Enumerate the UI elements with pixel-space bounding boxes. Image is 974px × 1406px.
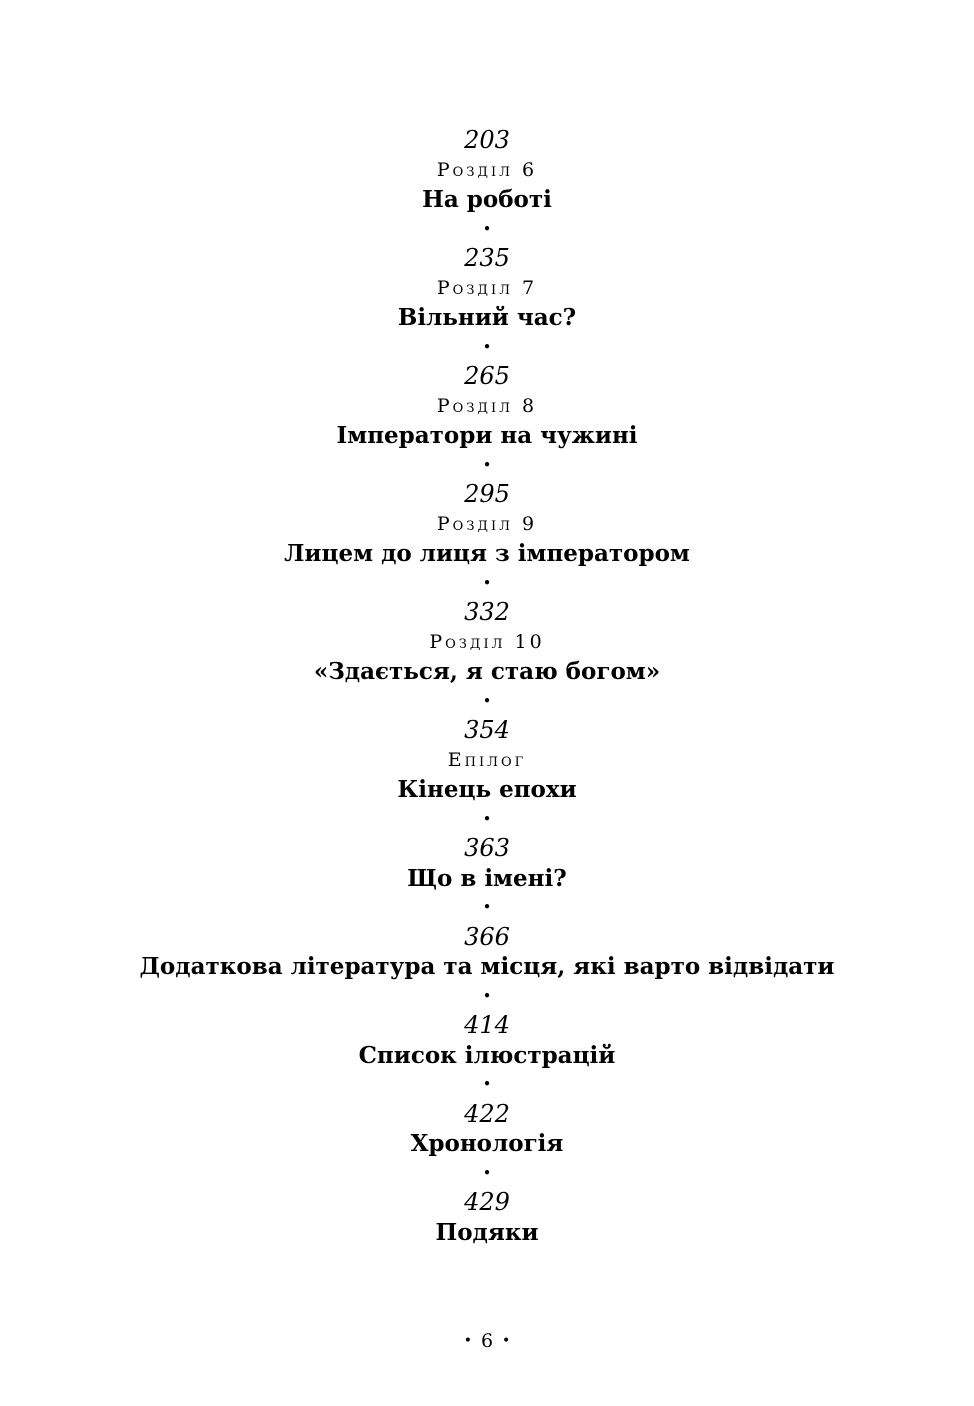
toc-entry bbox=[0, 126, 974, 244]
page-footer bbox=[0, 1330, 974, 1352]
toc-entry bbox=[0, 834, 974, 923]
footer-page-number: 6 bbox=[480, 1330, 494, 1352]
toc-entry-title: Додаткова література та місця, які варто відвідати bbox=[139, 953, 835, 980]
separator-bullet: • bbox=[482, 573, 492, 592]
toc-entry-page-number: 366 bbox=[464, 922, 510, 951]
toc-entry-chapter-label: Епілог bbox=[447, 748, 527, 771]
footer-bullet-right: • bbox=[502, 1333, 511, 1349]
separator-bullet: • bbox=[482, 219, 492, 238]
toc-entry bbox=[0, 480, 974, 598]
toc-entry-page-number: 332 bbox=[464, 598, 510, 626]
toc-entry-title: Імператори на чужині bbox=[336, 422, 638, 449]
toc-entry-chapter-label: Розділ 6 bbox=[436, 158, 538, 181]
toc-entry-page-number: 203 bbox=[464, 126, 510, 154]
toc-entry bbox=[0, 362, 974, 480]
toc-entry-chapter-label: Розділ 9 bbox=[436, 512, 538, 535]
toc-entry bbox=[0, 1011, 974, 1100]
toc-entry-page-number: 429 bbox=[464, 1188, 510, 1216]
toc-entry-page-number: 235 bbox=[464, 244, 510, 272]
separator-bullet: • bbox=[482, 691, 492, 710]
toc-entry-title: Хронологія bbox=[410, 1130, 564, 1157]
toc-entry-chapter-label: Розділ 10 bbox=[429, 630, 545, 653]
toc-entry-page-number: 265 bbox=[464, 362, 510, 390]
separator-bullet: • bbox=[482, 1075, 492, 1093]
separator-bullet: • bbox=[482, 455, 492, 474]
toc-entry-chapter-label: Розділ 8 bbox=[436, 394, 538, 417]
table-of-contents bbox=[0, 126, 974, 1247]
toc-entry-title: На роботі bbox=[422, 186, 552, 213]
toc-entry-page-number: 354 bbox=[464, 716, 510, 744]
toc-entry-page-number: 422 bbox=[464, 1099, 510, 1128]
toc-entry bbox=[0, 244, 974, 362]
toc-entry bbox=[0, 1100, 974, 1189]
footer-bullet-left: • bbox=[463, 1333, 472, 1349]
toc-entry-title: Кінець епохи bbox=[397, 776, 577, 803]
toc-entry-page-number: 363 bbox=[464, 834, 510, 862]
toc-entry-title: «Здається, я стаю богом» bbox=[313, 658, 661, 685]
toc-entry-page-number: 414 bbox=[464, 1011, 510, 1039]
separator-bullet: • bbox=[482, 337, 492, 356]
separator-bullet: • bbox=[482, 1163, 492, 1182]
toc-entry-title: Що в імені? bbox=[407, 864, 567, 892]
toc-entry bbox=[0, 598, 974, 716]
toc-entry bbox=[0, 1188, 974, 1247]
toc-entry-title: Список ілюстрацій bbox=[358, 1041, 616, 1069]
separator-bullet: • bbox=[482, 986, 492, 1005]
toc-entry-title: Подяки bbox=[435, 1218, 539, 1246]
toc-entry bbox=[0, 923, 974, 1012]
toc-entry-title: Лицем до лиця з імператором bbox=[284, 540, 690, 567]
separator-bullet: • bbox=[482, 898, 492, 916]
toc-entry-title: Вільний час? bbox=[397, 304, 577, 331]
separator-bullet: • bbox=[482, 809, 492, 828]
toc-entry-page-number: 295 bbox=[464, 480, 510, 508]
toc-entry-chapter-label: Розділ 7 bbox=[436, 276, 538, 299]
toc-entry bbox=[0, 716, 974, 834]
